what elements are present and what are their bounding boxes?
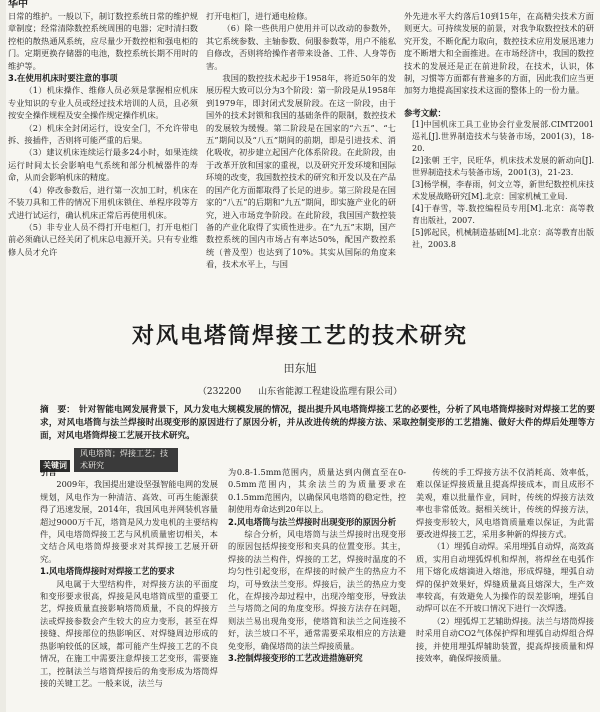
paragraph: （2）埋弧焊工艺辅助焊接。法兰与塔筒焊接时采用自动CO2气体保护焊和埋弧自动焊组合焊接，并使用埋弧焊辅助装置，提高焊接质量和焊接效率，确保焊接质量。 (416, 615, 594, 664)
author-affiliation (0, 384, 600, 397)
affiliation-name: 山东省能源工程建设监理有限公司） (258, 387, 403, 397)
previous-article-column-1 (8, 10, 198, 328)
abstract-label: 摘 要： (40, 405, 75, 415)
reference-item: [2]张朝 王宇，民旺华，机床技术发展的新动向[J].世界制造技术与装备市场，2001(3)，21-23. (412, 156, 594, 178)
abstract (40, 404, 595, 442)
paragraph: （4）停改参数后，进行第一次加工时，机床在不装刀具和工件的情况下用机床锁住、单程序段等方式进行试运行，确认机床正常后再使用机床。 (8, 184, 198, 220)
previous-article-column-3 (404, 10, 594, 328)
keywords-text: 风电塔筒；焊接工艺；技术研究 (74, 448, 178, 472)
paragraph: 2009年，我国提出建设坚强智能电网的发展规划，风电作为一种清洁、高效、可再生能源获得了迅速发展，2014年，我国风电并网装机容量超过9000万千瓦，塔筒是风力发电机的主要结构件，风电塔筒焊接工艺与风机质量密切相关，本文结合风电塔筒焊接要求对其焊接工艺展开研究。 (40, 479, 218, 564)
paragraph: （1）埋弧自动焊。采用埋弧自动焊，高效高质，实用自动埋弧焊机和焊剂，将焊丝在电弧作用下熔化成熔滴进入熔池，形成焊缝，埋弧自动焊的保护效果好，焊缝质量高且熔深大，生产效率较高，有效避免人为操作的误差影响，埋弧自动焊可以在不开坡口情况下进行一次焊透。 (416, 541, 594, 614)
paragraph: 综合分析，风电塔筒与法兰焊接时出现变形的原因包括焊接变形和夹具的位置变形。其主，焊接的法兰构件，焊接的工艺，焊接时温度的不均匀性引起变形，在焊接的时候产生的热应力不均，可导致法兰变形。焊接后，法兰的热应力变化，在焊接冷却过程中，出现冷缩变形，导致法兰与塔筒之间的角度变形。焊接方法存在问题，则法兰易出现角变形，使塔筒和法兰之间连接不好，法兰坡口不平，通常需要采取相应的方法避免变形，确保塔筒的法兰焊接质量。 (228, 529, 406, 651)
section-heading: 引言 (40, 467, 57, 477)
page-gutter (0, 0, 6, 712)
paragraph: 风电属于大型结构件，对焊接方法的平面度和变形要求很高，焊接是风电塔筒成型的重要工艺，焊接质量直接影响塔筒质量，不良的焊接方法或焊接参数会产生较大的应力变形，甚至在焊接缝、焊接部位的热影响区、对焊缝周边形成的热影响较低的区域，都可能产生焊接工艺的不良情况，在施工中需要注意焊接工艺变形，需要施工，控制法兰与塔筒焊接后的角变形成为塔筒焊接的关键工艺。一般来说，法兰与 (40, 578, 218, 688)
previous-article-column-2 (206, 10, 396, 328)
paragraph: 传统的手工焊接方法不仅消耗高、效率低，难以保证焊接质量且提高焊接成本，而且成形不美观，难以批量作业，同时，传统的焊接方法效率也非常低效。据相关统计，传统的焊接方法，焊接变形较大，风电塔筒质量难以保证，为此需要改进焊接工艺，采用多种新的焊接方式。 (416, 467, 594, 540)
reference-item: [3]杨学桐，李春雨，何文立等，新世纪数控机床技术发展战略研究[M].北京：国家机械工业局. (412, 180, 594, 202)
running-head: 华中 (8, 0, 68, 9)
paragraph: 我国的数控技术起步于1958年，将近50年的发展历程大致可以分为3个阶段：第一阶段是从1958年到1979年，即封闭式发展阶段。在这一阶段，由于国外的技术封锁和我国的基础条件的限制，数控技术的发展较为缓慢。第二阶段是在国家的“六五”、“七五”期间以及“八五”期间的前期，即是引进技术、消化吸收，初步建立起国产化体系阶段。在此阶段，由于改革开放和国家的重视，以及研究开发环境和国际环境的改变，我国数控技术的研究和开发以及在产品的国产化方面都取得了长足的进步。第三阶段是在国家的“八五”的后期和“九五”期间，即实施产业化的研究，进入市场竞争阶段。在此阶段，我国国产数控装备的产业化取得了实质性进步。在“九五”末期，国产数控系统的国内市场占有率达50%，配国产数控系统（普及型）也达到了10%。其实从国际的角度来看，技术水平上，与国 (206, 73, 396, 270)
paragraph: 为0.8-1.5mm范围内，质量达到内侧直至在0-0.5mm范围内，其余法兰的为质量要求在0.1.5mm范围内，以确保风电塔筒的稳定性，控制使用寿命达到20年以上。 (228, 467, 406, 515)
paragraph: 打开电柜门，进行通电检修。 (206, 11, 313, 21)
paragraph: （5）非专业人员不得打开电柜门，打开电柜门前必须确认已经关闭了机床总电源开关。只有专业维修人员才允许 (8, 221, 198, 257)
section-heading: 2.风电塔筒与法兰焊接时出现变形的原因分析 (228, 516, 397, 527)
postal-code: （232200 (197, 387, 242, 397)
article-author: 田东旭 (283, 362, 317, 375)
keywords-row (40, 448, 595, 470)
article-column-1 (40, 466, 218, 712)
section-heading: 1.风电塔筒焊接时对焊接工艺的要求 (40, 566, 175, 577)
section-heading: 3.在使用机床时要注意的事项 (8, 73, 118, 84)
references-heading: 参考文献： (404, 107, 446, 118)
article-column-2 (228, 466, 406, 712)
article-title: 对风电塔筒焊接工艺的技术研究 (131, 324, 468, 349)
abstract-text: 针对智能电网发展背景下，风力发电大规模发展的情况，提出提升风电塔筒焊接工艺的必要性，分析了风电塔筒焊接时对焊接工艺的要求，对风电塔筒与法兰焊接时出现变形的原因进行了原因分析，并从改进传统的焊接方法、采取控制变形的工艺措施、做好大件的焊后处理等方面，对风电塔筒焊接工艺展开技术研究。 (40, 405, 595, 441)
paragraph: （3）建议机床连续运行最多24小时，如果连续运行时间太长会影响电气系统和部分机械器件的寿命，从而会影响机床的精度。 (8, 147, 198, 183)
paragraph: （6）除一些供用户使用并可以改动的参数外，其它系统参数、主轴参数、伺服参数等，用户不能私自修改，否则将给操作者带来设备、工件、人身等伤害。 (206, 23, 396, 71)
keywords-label: 关键词 (40, 460, 70, 472)
section-heading: 3.控制焊接变形的工艺改进措施研究 (228, 653, 363, 664)
paragraph: （1）机床操作、维修人员必须是掌握相应机床专业知识的专业人员或经过技术培训的人员，且必须按安全操作规程及安全操作规定操作机床。 (8, 85, 198, 121)
article-column-3 (416, 466, 594, 712)
paragraph: 外先进水平大约落后10到15年，在高精尖技术方面则更大。可持续发展的前景，对我争取数控技术的研究开发，不断化配力取向，数控技术应用发展迅速力度不断增大和全面推进。在市场经济中，我国的数控技术的发展还是正在前进阶段，在技术，认识，体制，习惯等方面都有普遍多的方面，因此我们应当更加努力地提高国家技术这面的整体上的一份力量。 (404, 11, 594, 96)
reference-item: [5]郭起民，机械制造基础[M].北京：高等教育出版社，2003.8 (412, 228, 594, 250)
reference-item: [1]中国机床工具工业协会行业发展部.CIMT2001巡礼[J].世界制造技术与装备市场，2001(3)，18-20. (412, 120, 594, 154)
paragraph: （2）机床全封闭运行，设安全门，不允许带电拆、接插件，否则将可能严重的后果。 (8, 122, 198, 146)
reference-item: [4]于春雪，等.数控编程员专用[M].北京：高等教育出版社，2007. (412, 204, 594, 226)
paragraph: 日常的维护。一般以下，制订数控系统日常的维护规章制度；经常清除数控系统周围的电器；定时清扫数控柜的散热通风系统，应尽量少开数控柜和强电柜的门。定期更换存储器的电池，数控系统长期不用时的维护等。 (8, 11, 198, 71)
